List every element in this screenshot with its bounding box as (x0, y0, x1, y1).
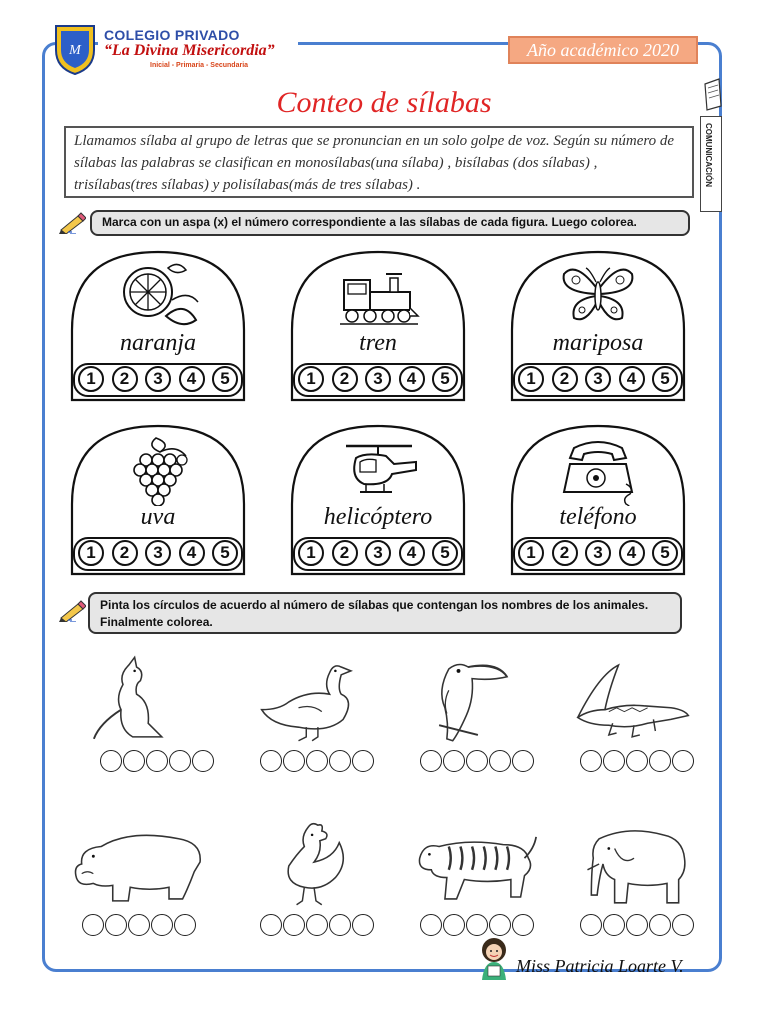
choice-3[interactable]: 3 (145, 366, 171, 392)
rooster-icon (250, 818, 380, 910)
syllable-card-4 (70, 424, 246, 584)
choice-4[interactable]: 4 (179, 366, 205, 392)
syllable-card-1 (70, 250, 246, 410)
choice-1[interactable]: 1 (518, 366, 544, 392)
choice-4[interactable]: 4 (179, 540, 205, 566)
choice-1[interactable]: 1 (78, 366, 104, 392)
number-choices (518, 366, 678, 392)
choice-1[interactable]: 1 (78, 540, 104, 566)
instruction-2: Pinta los círculos de acuerdo al número de sílabas que contengan los nombres de los animales. Finalmente colorea. (88, 592, 682, 634)
card-word: teléfono (559, 504, 637, 530)
syllable-circle-4[interactable] (329, 914, 351, 936)
animal-item-5 (72, 818, 202, 926)
syllable-card-6 (510, 424, 686, 584)
syllable-circle-5[interactable] (512, 914, 534, 936)
school-title: COLEGIO PRIVADO (104, 27, 240, 43)
syllable-circle-3[interactable] (466, 750, 488, 772)
choice-5[interactable]: 5 (212, 366, 238, 392)
notebook-icon (702, 76, 724, 112)
syllable-circle-2[interactable] (105, 914, 127, 936)
syllable-circle-5[interactable] (352, 914, 374, 936)
subject-tab (700, 116, 722, 212)
syllable-circle-2[interactable] (603, 750, 625, 772)
school-name: “La Divina Misericordia” (104, 42, 275, 59)
choice-3[interactable]: 3 (365, 366, 391, 392)
choice-3[interactable]: 3 (585, 540, 611, 566)
syllable-circle-3[interactable] (466, 914, 488, 936)
syllable-circle-3[interactable] (128, 914, 150, 936)
choice-5[interactable]: 5 (652, 540, 678, 566)
syllable-circle-3[interactable] (146, 750, 168, 772)
choice-1[interactable]: 1 (298, 540, 324, 566)
telephone-icon (556, 434, 640, 506)
syllable-circle-2[interactable] (603, 914, 625, 936)
syllable-circle-4[interactable] (649, 750, 671, 772)
animal-item-8 (570, 818, 700, 926)
syllable-circles (82, 914, 196, 936)
syllable-circle-1[interactable] (82, 914, 104, 936)
syllable-circle-4[interactable] (169, 750, 191, 772)
number-choices (298, 366, 458, 392)
orange-icon (116, 260, 200, 332)
syllable-circle-4[interactable] (489, 914, 511, 936)
choice-2[interactable]: 2 (112, 540, 138, 566)
pencil-icon-2 (58, 600, 86, 622)
toucan-icon (410, 654, 540, 746)
syllable-circle-5[interactable] (192, 750, 214, 772)
crocodile-icon (570, 654, 700, 746)
choice-5[interactable]: 5 (432, 540, 458, 566)
syllable-circle-1[interactable] (260, 750, 282, 772)
syllable-circle-5[interactable] (672, 750, 694, 772)
syllable-circles (260, 914, 374, 936)
syllable-circle-5[interactable] (174, 914, 196, 936)
elephant-icon (570, 818, 700, 910)
syllable-circle-1[interactable] (580, 914, 602, 936)
syllable-circle-4[interactable] (329, 750, 351, 772)
syllable-circles (100, 750, 214, 772)
choice-5[interactable]: 5 (212, 540, 238, 566)
card-word: mariposa (552, 330, 644, 356)
helicopter-icon (336, 434, 420, 506)
instruction-1: Marca con un aspa (x) el número correspondiente a las sílabas de cada figura. Luego colorea. (90, 210, 690, 236)
choice-2[interactable]: 2 (552, 366, 578, 392)
choice-3[interactable]: 3 (145, 540, 171, 566)
choice-2[interactable]: 2 (552, 540, 578, 566)
choice-3[interactable]: 3 (585, 366, 611, 392)
svg-text:M: M (69, 43, 81, 58)
syllable-circle-4[interactable] (151, 914, 173, 936)
choice-2[interactable]: 2 (112, 366, 138, 392)
syllable-circle-5[interactable] (512, 750, 534, 772)
syllable-circle-1[interactable] (260, 914, 282, 936)
choice-4[interactable]: 4 (619, 366, 645, 392)
syllable-circle-2[interactable] (443, 750, 465, 772)
syllable-circle-4[interactable] (489, 750, 511, 772)
number-choices (78, 540, 238, 566)
syllable-circle-3[interactable] (306, 914, 328, 936)
animal-item-1 (90, 654, 220, 762)
number-choices (518, 540, 678, 566)
choice-5[interactable]: 5 (432, 366, 458, 392)
tiger-icon (410, 818, 540, 910)
animal-item-7 (410, 818, 540, 926)
school-levels: Inicial - Primaria - Secundaria (150, 62, 249, 69)
choice-2[interactable]: 2 (332, 540, 358, 566)
animal-item-4 (570, 654, 700, 762)
card-word: tren (359, 330, 397, 356)
syllable-circle-3[interactable] (306, 750, 328, 772)
choice-5[interactable]: 5 (652, 366, 678, 392)
syllable-circle-2[interactable] (283, 914, 305, 936)
animal-item-6 (250, 818, 380, 926)
school-crest-icon (52, 22, 98, 76)
syllable-circles (420, 914, 534, 936)
choice-1[interactable]: 1 (518, 540, 544, 566)
animal-item-2 (250, 654, 380, 762)
number-choices (298, 540, 458, 566)
card-word: uva (140, 504, 176, 530)
syllable-circle-1[interactable] (580, 750, 602, 772)
syllable-circle-2[interactable] (123, 750, 145, 772)
choice-2[interactable]: 2 (332, 366, 358, 392)
syllable-circles (580, 750, 694, 772)
syllable-circle-3[interactable] (626, 914, 648, 936)
card-word: naranja (119, 330, 196, 356)
number-choices (78, 366, 238, 392)
author-signature: Miss Patricia Loarte V. (516, 956, 684, 976)
page-title: Conteo de sílabas (276, 86, 492, 119)
train-icon (336, 260, 420, 332)
syllable-circle-1[interactable] (420, 750, 442, 772)
syllable-circle-2[interactable] (443, 914, 465, 936)
syllable-circle-1[interactable] (420, 914, 442, 936)
syllable-circle-5[interactable] (352, 750, 374, 772)
teacher-avatar-icon (476, 936, 512, 982)
choice-4[interactable]: 4 (619, 540, 645, 566)
choice-3[interactable]: 3 (365, 540, 391, 566)
duck-icon (250, 654, 380, 746)
choice-4[interactable]: 4 (399, 366, 425, 392)
year-badge: Año académico 2020 (508, 36, 698, 64)
syllable-card-2 (290, 250, 466, 410)
butterfly-icon (556, 260, 640, 332)
syllable-circles (580, 914, 694, 936)
card-word: helicóptero (323, 504, 433, 530)
syllable-circles (260, 750, 374, 772)
syllable-circle-3[interactable] (626, 750, 648, 772)
choice-1[interactable]: 1 (298, 366, 324, 392)
choice-4[interactable]: 4 (399, 540, 425, 566)
syllable-circle-5[interactable] (672, 914, 694, 936)
subject-label: COMUNICACIÓN (704, 123, 713, 187)
grapes-icon (116, 434, 200, 506)
syllable-card-5 (290, 424, 466, 584)
syllable-circle-2[interactable] (283, 750, 305, 772)
definition-box: Llamamos sílaba al grupo de letras que se pronuncian en un solo golpe de voz. Según su número de sílabas las palabras se clasifican en monosílabas(una sílaba) , bisílabas (dos sílabas) , trisílabas(tres sílabas) y polisílabas(más de tres sílabas) . (64, 126, 694, 198)
kangaroo-icon (90, 654, 220, 746)
syllable-circle-4[interactable] (649, 914, 671, 936)
syllable-card-3 (510, 250, 686, 410)
syllable-circle-1[interactable] (100, 750, 122, 772)
pencil-icon (58, 212, 86, 234)
hippo-icon (72, 818, 202, 910)
animal-item-3 (410, 654, 540, 762)
syllable-circles (420, 750, 534, 772)
